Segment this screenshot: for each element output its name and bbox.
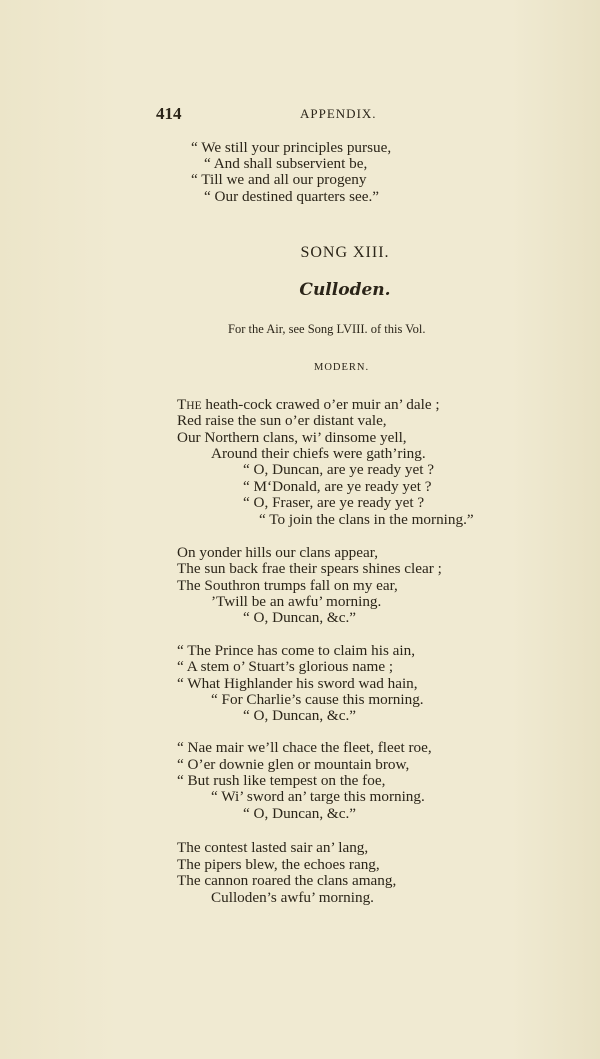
verse-line: Red raise the sun o’er distant vale, [177,412,387,429]
verse-line: “ For Charlie’s cause this morning. [211,691,424,708]
air-note: For the Air, see Song LVIII. of this Vol. [228,322,426,336]
running-head: APPENDIX. [300,106,377,121]
verse-line: “ A stem o’ Stuart’s glorious name ; [177,658,394,675]
verse-line: “ And shall subservient be, [204,155,368,172]
page-number: 414 [156,104,182,123]
verse-line: The pipers blew, the echoes rang, [177,856,380,873]
verse-line: “ To join the clans in the morning.” [259,511,474,528]
drop-word-cap: T [177,396,187,413]
song-heading: SONG XIII. [300,244,390,261]
drop-word-rest: HE [186,400,202,412]
verse-line: “ Nae mair we’ll chace the fleet, fleet roe, [177,739,432,756]
verse-line: On yonder hills our clans appear, [177,544,378,561]
verse-line: “ Wi’ sword an’ targe this morning. [211,788,425,805]
verse-line: “ O, Fraser, are ye ready yet ? [243,494,425,511]
verse-line: “ O, Duncan, &c.” [243,609,357,626]
verse-line: “ Our destined quarters see.” [204,188,380,205]
verse-line: “ What Highlander his sword wad hain, [177,675,418,692]
verse-line: Our Northern clans, wi’ dinsome yell, [177,429,407,446]
verse-line: The contest lasted sair an’ lang, [177,839,369,856]
verse-line: “ O, Duncan, &c.” [243,805,357,822]
verse-line: “ O, Duncan, are ye ready yet ? [243,461,435,478]
verse-line: “ O’er downie glen or mountain brow, [177,756,410,773]
song-title: Culloden. [299,280,391,300]
verse-line: Culloden’s awfu’ morning. [211,889,374,906]
verse-line: Around their chiefs were gath’ring. [211,445,426,462]
verse-line: “ O, Duncan, &c.” [243,707,357,724]
verse-line: The Southron trumps fall on my ear, [177,577,398,594]
verse-line: ’Twill be an awfu’ morning. [211,593,382,610]
verse-line-text: heath-cock crawed o’er muir an’ dale ; [201,396,440,413]
verse-line: “ But rush like tempest on the foe, [177,772,386,789]
verse-line: “ We still your principles pursue, [191,139,392,156]
verse-line: “ M‘Donald, are ye ready yet ? [243,478,432,495]
verse-line: The sun back frae their spears shines clear ; [177,560,442,577]
verse-line: “ The Prince has come to claim his ain, [177,642,416,659]
verse-line: “ Till we and all our progeny [191,171,367,188]
verse-line: The cannon roared the clans amang, [177,872,397,889]
section-label: MODERN. [314,362,370,373]
